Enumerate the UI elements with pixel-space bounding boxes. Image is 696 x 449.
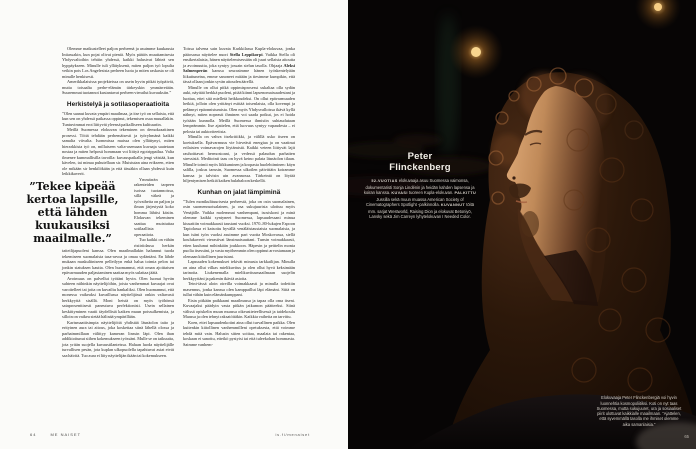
subject-name: [372, 152, 468, 173]
paragraph: [183, 46, 295, 85]
right-page-photo: [348, 0, 696, 449]
paragraph: Koen, ettei lapsuudenkotini aina ollut turvallinen paikka. Olen kuitenkin kiitollinen vanhemmilleni opetuksesta, että voimme tehdä mitä vain. Halusin sitten soittaa, maalata tai rakentaa, koskaan ei sanottu, etteikö pystyisi tai että tuleekohan hommasta. Saimme vanhem-: [183, 319, 295, 347]
person-name: Aleksi Salmenperän: [183, 62, 295, 73]
pull-quote: ”Tekee kipeää kertoa lapsille, että lähden kuukausiksi maailmalle.”: [26, 179, 119, 245]
bio-text: Jussilla sekä muun muassa American Society of Cinematographers Spotlight -palkinnolla.: [366, 196, 464, 207]
page-number: 65: [684, 434, 689, 439]
paragraph: Amerikkalaisissa projekteissa on usein hyvin pitkät työpäivät, mutta toisaalta perhe-elämän tärkeyskin ymmärretään. Suuremmat tuotannot kustantavat perheen vierailut kuvauksiin.”: [62, 79, 174, 95]
nostril: [512, 176, 515, 179]
section-heading: Herkistelyä ja sotilasoperaatioita: [66, 100, 170, 108]
text-column-1: [26, 46, 174, 358]
paragraph-text: kanssa seurasimme hänen työskentelyään liikuttuneina, emme sanoneet mitään ja tiesimme kumpikin, että tässä ollaan jonkin syvän aitouden äärellä.: [183, 68, 295, 84]
text-column-2: [183, 46, 295, 358]
paragraph: Etsin pitkään paikkaani maailmassa ja tapaa olla oma itseni. Kuvaajaksi päädyin vasta pitkän jatkumon päätteeksi. Siinä välissä opiskelin muun muassa oikeustieteellisessä ja taidekoulu Maassa ja olen tehnyt raksatöitäkin. Kaikkia vaiheita on tarvittu.: [183, 297, 295, 319]
chin-beard: [521, 211, 539, 237]
subject-bio: [362, 178, 478, 220]
paragraph: Teini-iässä aloin oireilla voimakkaasti ja minulla todettiin masennus, jonka kanssa olen kamppaillut läpi elämäni. Siitä on tullut vähän kuin elämänkumppani.: [183, 281, 295, 297]
paragraph-text: . Vaikka Stella oli ensikertalaisia, hänen näyttelemisessään oli juuri sellaista aitoutta ja avoimuutta, joka syntyy jossain sielun tasolla. Ohjaaja: [183, 51, 295, 68]
paragraph: Meillä Suomessa elokuvan tekeminen on demokraattinen prosessi. Töitä tehdään perhemäisesti ja työryhmänä kaikki samalta viivalta. Isommissa maissa olen yllättynyt, miten hierarkkista työ on, millaiseen valta-asemaan kuvaaja saatetaan nostaa ja miten helposti hommaan voi liittyä egotrippailua. Valta ilmenee kummallisilla tavoilla: kuvauspaikalla jengi väistää, kun kävelen, tai minua puhutellaan sir. Muistutan aina erikseen, etten ole mikään sir henkilökään ja että tässäkin ollaan yhdessä kuin leikkikaverit.: [62, 127, 174, 176]
magazine-title: ME NAISET: [50, 432, 82, 437]
left-page-footer: [30, 432, 310, 437]
paragraph: ”Tulen monikulttuurisesta perheestä, joka on osin suomalainen, osin suomenruotsalainen, ja osa sukujuurista ulottuu myös Venäjälle. Vaikka molemmat vanhempani, isosiskoni ja minä olemme kaikki syntyneet Suomessa, lapsuudessani minua kiusattiin voimakkaasti taustani vuoksi. 1970–80-lukujen Espoon Tapiolassa ei katsottu hyvällä venäläistaustaisia suomalaisia, ja kun isäni työn vuoksi asuimme pari vuotta Moskovassa, siellä koulukaverit vierastivat länsimaisuuttani. Tunsin voimakkaasti, etten kuulunut mihinkään joukkoon. Häpesin ja peittelin monia puolia itsessäni, ja vasta myöhemmin olen oppinut arvostamaan ja olemaan kiitollinen juuristani.: [183, 198, 295, 259]
subject-name-text: Peter Flinckenberg: [389, 151, 451, 173]
person-name: Stella Leppikorpi: [229, 51, 263, 57]
bio-lead: KUVANNUT: [440, 203, 466, 207]
paragraph: ”Olen saanut kuvata ympäri maailmaa, ja itse työ on sellaista, että kun sen on yhdessä paikassa oppinut, tekemisen osaa muuallakin. Tuntuvimmat erot liittyvät yleensä paikalliseen kulttuuriin.: [62, 110, 174, 127]
article-columns: [26, 46, 295, 358]
website-url: is.fi/menaiset: [275, 432, 310, 437]
paragraph: Olemme matkustelleet paljon perheenä ja asuimme kuukausia Intiassakin, kun pojat olivat pieniä. Myös päätös muuttamisesta Yhdysvaltoihin tehtiin yhdessä, kaikki halusivat lähteä sen hyppäykseen. Minulle tuli yllätyksenä, miten paljon työ lopulta veikin pois Los Angelesista perheen luota ja miten raskasta se oli minulle henkisesti.: [62, 46, 174, 79]
bio-text: tuoreen Kupla-elokuvan.: [407, 190, 455, 195]
section-heading: Kunhan on jalat lämpiminä: [197, 188, 281, 196]
paragraph-text: Toissa talvena sain kuvata Karkkilassa Kupla-elokuvaa, jonka pääosassa näyttelee nuori: [183, 46, 295, 57]
bio-lead: KUVASI: [391, 191, 408, 195]
bio-text: elokuvaaja asuu Suomessa vaimonsa, dokumentaristi Sonja Lindénin ja heidän kahden lapsensa ja koiran kanssa.: [363, 178, 475, 195]
paragraph: Tuo kaikki on vähän ristiriidassa herkän taiteilijapuoleni kanssa. Olen maailmallakin halunnut tuoda tekemiseen suomalaista tasa-arvoa ja omaa sydäntäni. En lähde mukaan maskuliiniseen pelleilyyn enkä halua toimia pelon tai jonkin statuksen kautta. Olen huomannut, että oman ajoittaisen epävarmuuden paljastaminen saattaa myös sulattaa jäätä.: [62, 237, 174, 275]
bio-text: töitä mm. sarjat Westworld, Raising Dion ja elokuvat Betoniyö, Lansky sekä Jim Carreyn lyhytelokuvan I Needed Color.: [368, 202, 474, 219]
page-number: 64: [30, 432, 37, 437]
paragraph: Lapsuuden kokemukset tekivät minusta tarkkailijan. Minulla on aina ollut vilkas mielikuvitus ja olen ollut hyvä keksimään tarinoita. Liukenemalla mielikuvitusmaailmaan suojelin herkkyyttäni ja pakenin ikäviä asioita.: [183, 259, 295, 281]
spotlight-left: [449, 25, 503, 79]
paragraph: Minulle on ollut pitkä oppimisprosessi uskaltaa olla sydän auki, näyttää herkkä puoleni, pitää kiinni lapsenomaisuudestani ja luottaa, ettei sitä mielletä heikkoudeksi. On ollut epävarmuuden hetkiä, jolloin olen yrittänyt esittää toisenlaista, olla kovempi ja pelännyt epäonnistumista. Olen myös Yhdysvalloissa ikävä kyllä nähnyt, miten nopeasti ihminen voi saada potkut, jos ei hoida työtään kunnolla. Meillä Suomessa ihmisiin suhtaudutaan lempeämmin. Itse ajattelen, että luovuus syntyy vapaudesta – ei pelosta tai auktoriteetista.: [183, 84, 295, 134]
photo-caption: Elokuvaaja Peter Flinckenbergiä voi hyvin luonnehtia kosmopoliitiksi. Koti on nyt taas Suomessa, mutta sukujuuret, ura ja sosiaaliset piirit ulottuvat kaikkialle maailmaan. ”Ajattelen, että syvemmällä tasolla me ihmiset olemme aika samanlaisia.”: [596, 395, 682, 427]
paragraph: Karismaattisimpia näyttelijöitä yhdistää läsnäolon taito ja erityinen aura tai aitous, joka koskettaa siinä lähellä olossa ja parhaimmillaan välittyy kameran linssin läpi. Olen ihan addiktoitunut siihen kokemukseen työssäni. Mulle se on taikuutta, jota yritän suojella kuvaustilanteissa. Haluan luoda näyttelijälle turvallisen pesän, jota kuplan ulkopuolella tapahtuvat asiat eivät saa häiritä. Tuo aura ei liity näyttelijän ikään tai kokemukseen.: [62, 319, 174, 358]
paragraph: Avoimuus on palvellut työtäni hyvin. Olen luonut hyvän suhteen niihinkin näyttelijöihin, joista vanhemmat kuvaajat ovat varoitelleet tai joita on kuvailtu hankaliksi. Olen huomannut, että monessa vaikeaksi kuvaillussa näyttelijässä onkin valtavasti herkkyyttä sisällä. Moni heistä on myös työhönsä sataprosenttisesti paneutuva perfektionisti. Usein sellainen keskittyminen vaatii täydellistä kaiken muun poissulkemista, ja silloin on vaikea sietää hälinää ympärillään.: [62, 275, 174, 319]
bio-lead: 52-VUOTIAS: [371, 179, 398, 183]
bio-lead: PALKITTU: [454, 191, 477, 195]
paragraph: Ymmärrän rakenteiden tarpeen isoissa tuotannoissa, sillä väkeä ja työvaiheita on paljon ja ilman järjestystä koko homma lähtisi käsiin. Elokuvan tekeminen saattaa muistuttaa sotilaallista operaatiota.: [134, 176, 174, 237]
paragraph: Minulla on vahva itsekritiikki, ja välillä usko itseen on koetuksella. Epävarmuus vie hirveästi energiaa ja on vaatinut erilaisten voimavarojen löytämistä. Kaikki veteen liittyvät lajit rauhoittavat hermostoani, ja vedessä palaudun parhaiten stressistä. Meditointi taas on hyvä keino palata läsnäolon tilaan. Minulle toimii myös liikkuminen ja kropasta huolehtiminen: käyn salilla, joskus tanssin, Suomessa ulkoilen päivittäin koiramme kanssa ja talvisin uin avannossa. Tärkeintä on löytää hiljentymisen hetkiä kaiken hulabaloon keskellä.: [183, 134, 295, 183]
portrait-photo: [348, 0, 696, 449]
